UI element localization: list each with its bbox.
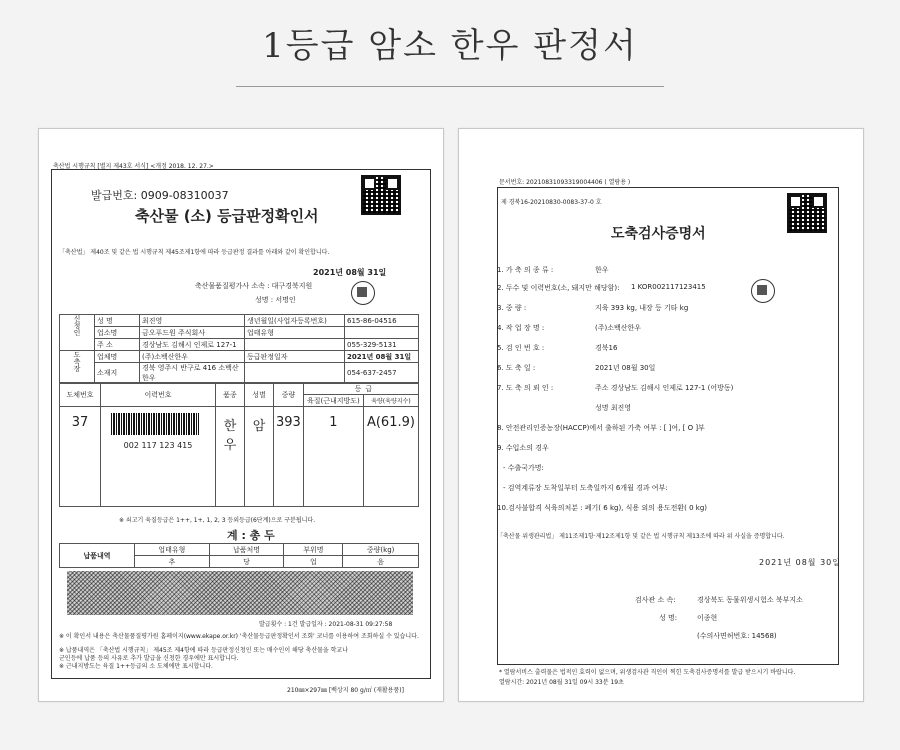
table-row <box>60 407 419 507</box>
column-header: 업태유형 <box>135 544 210 556</box>
field-label: 업소명 <box>95 327 140 339</box>
export-country: - 수출국가명: <box>503 464 544 472</box>
note-line: ※ 이 확인서 내용은 축산물품질평가원 홈페이지(www.ekape.or.kr) '축산물등급판정확인서 조회' 코너를 이용하여 조회하실 수 있습니다. <box>59 633 419 640</box>
certificate-title: 도축검사증명서 <box>611 226 706 242</box>
field-label <box>245 363 345 384</box>
item-value: 주소 경상남도 김해시 인제로 127-1 (어방동) <box>595 384 734 392</box>
column-header: 품종 <box>216 383 245 407</box>
item-label: 3. 중 량 : <box>497 304 527 312</box>
table-row <box>60 351 419 363</box>
column-header: 부위명 <box>284 544 343 556</box>
inspector-org-label: 검사관 소 속: <box>635 596 676 604</box>
table-row <box>60 544 419 556</box>
trace-number: 002 117 123 415 <box>123 441 193 450</box>
item-label: 7. 도 축 의 뢰 인 : <box>497 384 554 392</box>
form-reference: 축산법 시행규칙 [별지 제43호 서식] <개정 2018. 12. 27.> <box>53 163 214 170</box>
column-header: 육량(육량지수) <box>363 395 418 407</box>
official-seal-icon <box>351 281 375 305</box>
table-cell: 음 <box>343 556 419 568</box>
list-item <box>497 265 609 275</box>
field-label: 소재지 <box>95 363 140 384</box>
inspector-name-label: 성 명: <box>659 614 678 622</box>
applicant-table <box>59 314 419 384</box>
item-label: 5. 검 인 번 호 : <box>497 344 545 352</box>
qr-code-icon <box>787 193 827 233</box>
issue-label: 발급번호: <box>91 189 138 202</box>
intro-text: 「축산법」 제40조 및 같은 법 시행규칙 제45조제1항에 따라 등급판정 결과를 아래와 같이 확인합니다. <box>59 249 330 256</box>
issue-footer: 발급횟수 : 1건 발급일자 : 2021-08-31 09:27:58 <box>259 621 393 628</box>
item-value: 지육 393 kg, 내장 등 기타 kg <box>595 304 689 312</box>
redacted-area <box>67 571 413 615</box>
weight: 393 <box>274 407 304 507</box>
field-label: 등급판정일자 <box>245 351 345 363</box>
table-row <box>60 327 419 339</box>
field-value: 경북 영주시 반구로 416 소백산한우 <box>140 363 245 384</box>
field-value: 최진영 <box>140 315 245 327</box>
yield-grade: A(61.9) <box>363 407 418 507</box>
haccp-status: 8. 안전관리인증농장(HACCP)에서 출하된 가축 여부 : [ ]여, [ O ]부 <box>497 424 705 432</box>
certificate-title: 축산물 (소) 등급판정확인서 <box>135 207 319 225</box>
qr-code-icon <box>361 175 401 215</box>
import-section-title: 9. 수입소의 경우 <box>497 444 549 452</box>
table-cell: 추 <box>135 556 210 568</box>
vet-license: (수의사면허번호: 14568) <box>697 632 777 640</box>
list-item <box>497 303 689 313</box>
table-row <box>60 383 419 395</box>
paper-size: 210㎜×297㎜ [백상지 80 g/㎡ (재활용품)] <box>287 687 404 694</box>
issue-value: 0909-08310037 <box>140 189 229 202</box>
note-line: ※ 근내지방도는 육질 1++등급의 소 도체에만 표시합니다. <box>59 663 213 670</box>
title-divider <box>236 86 664 87</box>
grade-certificate <box>38 128 444 702</box>
list-item <box>497 323 642 333</box>
column-header: 도체번호 <box>60 383 101 407</box>
delivery-label: 납품내역 <box>60 544 135 568</box>
inspector-name: 이종현 <box>697 614 718 622</box>
note-line: ※ 납품내역은 「축산법 시행규칙」 제45조 제4항에 따라 등급판정신청인 또는 매수인이 해당 축산물을 학교나 <box>59 647 349 654</box>
document-number: 문서번호: 20210831093319004406 ( 열람용 ) <box>499 179 631 186</box>
list-item <box>497 283 706 293</box>
item-value: (주)소백산한우 <box>595 324 642 332</box>
item-label: 2. 두수 및 이력번호(소, 돼지만 해당함): <box>497 284 620 292</box>
column-header: 중량(kg) <box>343 544 419 556</box>
item-value: 1 KOR002117123415 <box>631 283 706 291</box>
column-header: 등 <box>303 383 363 395</box>
official-seal-icon <box>751 279 775 303</box>
inspector-org: 경상북도 동물위생시험소 북부지소 <box>697 596 803 604</box>
slaughter-certificate <box>458 128 864 702</box>
field-label: 성 명 <box>95 315 140 327</box>
column-header: 이력번호 <box>101 383 216 407</box>
trace-cell <box>101 407 216 507</box>
applicant-label: 신청인 <box>60 315 95 351</box>
table-row <box>60 315 419 327</box>
evaluator-name: 성명 : 서명인 <box>255 296 296 304</box>
issue-date: 2021년 08월 31일 <box>313 268 387 277</box>
legal-basis: 「축산물 위생관리법」 제11조제1항·제12조제1항 및 같은 법 시행규칙 제13조에 따라 위 사실을 증명합니다. <box>497 533 785 540</box>
footer-note: * 열람서비스 출력물은 법적인 효력이 없으며, 위생검사관 직인이 찍힌 도축검사증명서를 발급 받으시기 바랍니다. <box>499 669 796 676</box>
requester-name: 성명 최진영 <box>595 404 632 412</box>
field-value: 615-86-04516 <box>345 315 419 327</box>
item-label: 6. 도 축 일 : <box>497 364 536 372</box>
issue-number <box>91 187 229 203</box>
page-title: 1등급 암소 한우 판정서 <box>262 26 638 66</box>
table-row <box>60 363 419 384</box>
column-header: 육질(근내지방도) <box>303 395 363 407</box>
item-value: 한우 <box>595 266 609 274</box>
field-value: 2021년 08월 31일 <box>345 351 419 363</box>
sex: 암 <box>245 407 274 507</box>
barcode-icon <box>111 413 199 435</box>
item-value: 2021년 08월 30일 <box>595 364 656 372</box>
breed: 한우 <box>216 407 245 507</box>
list-item <box>497 383 734 393</box>
field-label: 주 소 <box>95 339 140 351</box>
field-label: 업체명 <box>95 351 140 363</box>
view-time: 열람시간: 2021년 08월 31일 09시 33분 19초 <box>499 679 624 686</box>
grade-note: ※ 쇠고기 육질등급은 1++, 1+, 1, 2, 3 등외등급(6단계)으로 구분됩니다. <box>119 517 316 524</box>
item-value: 경북16 <box>595 344 618 352</box>
field-value <box>345 327 419 339</box>
carcass-number: 37 <box>60 407 101 507</box>
field-label <box>245 339 345 351</box>
item-label: 4. 작 업 장 명 : <box>497 324 545 332</box>
field-value: 054-637-2457 <box>345 363 419 384</box>
column-header: 성별 <box>245 383 274 407</box>
note-line: 군인등에 납품 등의 사유로 추가 발급을 신청한 경우에만 표시합니다. <box>59 655 239 662</box>
slaughter-label: 도축장 <box>60 351 95 384</box>
certificate-number: 제 경북16-20210830-0083-37-0 호 <box>501 199 602 206</box>
disposal-info: 10.검사불합격 식육의처분 : 폐기( 6 kg), 식용 외의 용도전환( 0 kg) <box>497 504 708 512</box>
list-item <box>497 343 618 353</box>
total-count: 계 : 총 두 <box>227 529 275 542</box>
evaluator-org: 축산물품질평가사 소속 : 대구경북지원 <box>195 282 313 290</box>
field-value: 경상남도 김해시 인제로 127-1 <box>140 339 245 351</box>
table-cell: 업 <box>284 556 343 568</box>
table-row <box>60 339 419 351</box>
table-cell: 당 <box>209 556 284 568</box>
field-value: 금오푸드원 주식회사 <box>140 327 245 339</box>
item-label: 1. 가 축 의 종 류 : <box>497 266 554 274</box>
list-item <box>497 363 656 373</box>
field-value: (주)소백산한우 <box>140 351 245 363</box>
column-header: 급 <box>363 383 418 395</box>
delivery-table <box>59 543 419 568</box>
quality-grade: 1 <box>303 407 363 507</box>
grade-table <box>59 382 419 507</box>
field-label: 업태유형 <box>245 327 345 339</box>
field-label: 생년월일(사업자등록번호) <box>245 315 345 327</box>
column-header: 납품처명 <box>209 544 284 556</box>
quarantine-period: - 검역계류장 도착일부터 도축일까지 6개월 경과 여부: <box>503 484 668 492</box>
column-header: 중량 <box>274 383 304 407</box>
certificate-date: 2021년 08월 30일 <box>759 558 841 567</box>
field-value: 055-329-5131 <box>345 339 419 351</box>
